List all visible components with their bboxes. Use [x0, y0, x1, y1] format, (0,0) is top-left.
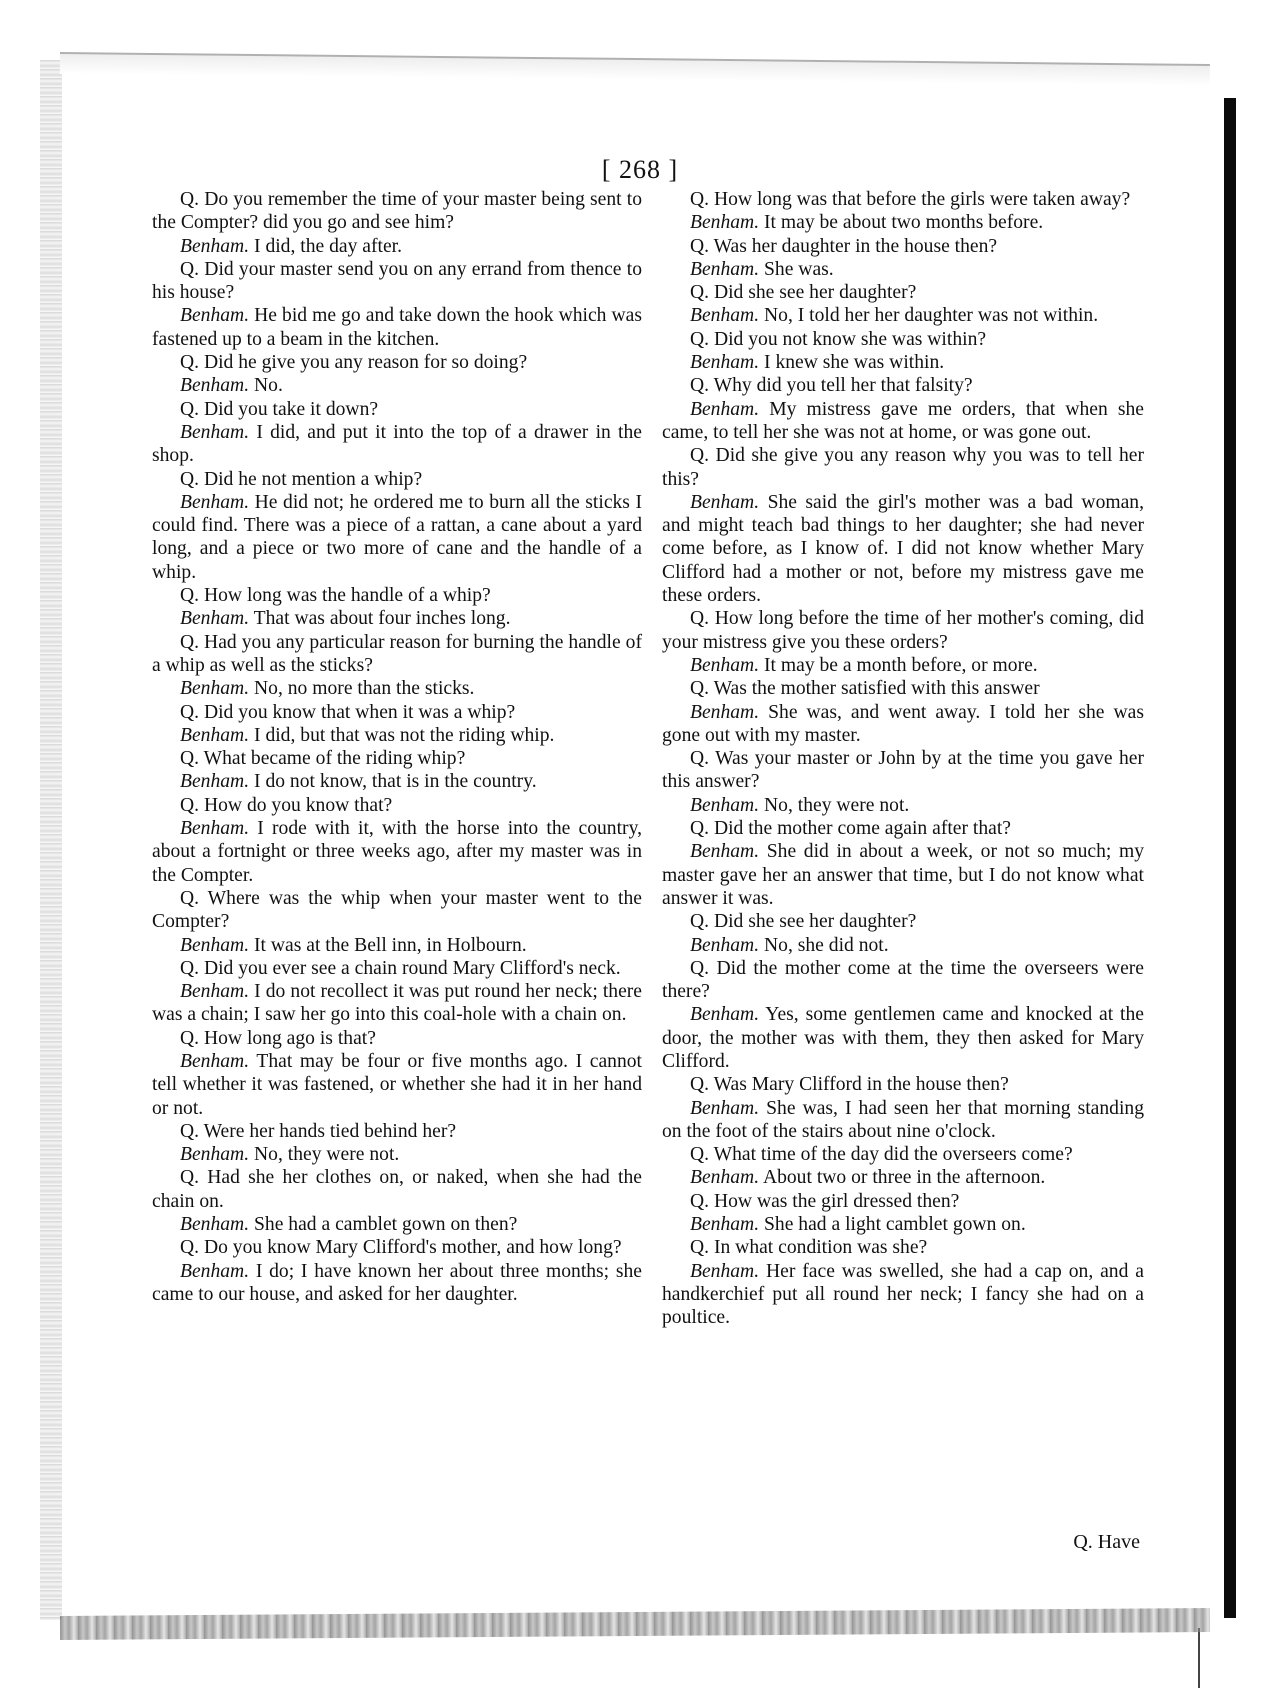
speaker-name: Benham.	[690, 1097, 760, 1119]
paragraph-text: I knew she was within.	[764, 352, 945, 374]
paragraph-text: I rode with it, with the horse into the country, about a fortnight or three weeks ago, after my master was in the Compter.	[152, 818, 642, 886]
speaker-name: Benham.	[690, 1214, 760, 1236]
scan-edge-tick	[1198, 1628, 1200, 1688]
paragraph-text: He bid me go and take down the hook which was fastened up to a beam in the kitchen.	[152, 305, 642, 350]
scan-edge-bottom	[60, 1608, 1210, 1640]
answer-paragraph	[152, 1213, 642, 1236]
question-paragraph	[662, 747, 1144, 794]
paragraph-text: No.	[254, 375, 283, 397]
paragraph-text: Q. Was the mother satisfied with this answer	[690, 678, 1040, 700]
question-paragraph	[152, 794, 642, 817]
question-paragraph	[662, 281, 1144, 304]
speaker-name: Benham.	[690, 258, 760, 280]
question-paragraph	[152, 631, 642, 678]
paragraph-text: No, they were not.	[254, 1144, 400, 1166]
paragraph-text: Q. Did he give you any reason for so doing?	[180, 352, 528, 374]
question-paragraph	[662, 328, 1144, 351]
answer-paragraph	[662, 351, 1144, 374]
question-paragraph	[662, 957, 1144, 1004]
paragraph-text: Q. Did you know that when it was a whip?	[180, 701, 516, 723]
question-paragraph	[662, 817, 1144, 840]
answer-paragraph	[152, 421, 642, 468]
answer-paragraph	[152, 724, 642, 747]
speaker-name: Benham.	[180, 608, 250, 630]
answer-paragraph	[662, 211, 1144, 234]
answer-paragraph	[152, 1260, 642, 1307]
paragraph-text: It was at the Bell inn, in Holbourn.	[254, 934, 527, 956]
answer-paragraph	[662, 1260, 1144, 1330]
speaker-name: Benham.	[690, 654, 760, 676]
paragraph-text: Q. Was your master or John by at the time you gave her this answer?	[662, 748, 1144, 793]
left-column	[152, 188, 642, 1306]
question-paragraph	[662, 1073, 1144, 1096]
paragraph-text: Q. Was Mary Clifford in the house then?	[690, 1074, 1009, 1096]
answer-paragraph	[662, 1097, 1144, 1144]
paragraph-text: Q. Had you any particular reason for burning the handle of a whip as well as the sticks?	[152, 631, 642, 676]
paragraph-text: That was about four inches long.	[253, 608, 511, 630]
question-paragraph	[152, 258, 642, 305]
answer-paragraph	[662, 794, 1144, 817]
question-paragraph	[662, 910, 1144, 933]
scan-edge-left	[40, 60, 62, 1620]
paragraph-text: She was, I had seen her that morning standing on the foot of the stairs about nine o'clock.	[662, 1097, 1144, 1142]
paragraph-text: Q. Did you ever see a chain round Mary Clifford's neck.	[180, 957, 621, 979]
paragraph-text: Yes, some gentlemen came and knocked at the door, the mother was with them, they then asked for Mary Clifford.	[662, 1004, 1144, 1072]
paragraph-text: That may be four or five months ago. I cannot tell whether it was fastened, or whether she had it in her hand or not.	[152, 1050, 642, 1119]
question-paragraph	[662, 188, 1144, 211]
question-paragraph	[152, 887, 642, 934]
question-paragraph	[662, 1143, 1144, 1166]
paragraph-text: She said the girl's mother was a bad woman, and might teach bad things to her daughter; she had never come before, as I know of. I did not know whether Mary Clifford had a mother or not, before my mistress gave me these orders.	[662, 491, 1145, 607]
answer-paragraph	[152, 1050, 642, 1120]
paragraph-text: Q. Did you not know she was within?	[690, 328, 987, 350]
answer-paragraph	[662, 1003, 1144, 1073]
speaker-name: Benham.	[180, 235, 250, 257]
speaker-name: Benham.	[690, 841, 760, 863]
catchword: Q. Have	[1073, 1531, 1140, 1553]
question-paragraph	[152, 188, 642, 235]
paragraph-text: Q. How long was that before the girls were taken away?	[690, 189, 1131, 210]
paragraph-text: She was.	[764, 258, 834, 280]
paragraph-text: Q. Did your master send you on any errand from thence to his house?	[152, 258, 642, 304]
paragraph-text: She did in about a week, or not so much; my master gave her an answer that time, but I do not know what answer it was.	[662, 841, 1144, 909]
speaker-name: Benham.	[180, 1144, 250, 1166]
scan-edge-top	[60, 52, 1210, 86]
paragraph-text: Q. How long ago is that?	[180, 1027, 376, 1049]
speaker-name: Benham.	[690, 491, 760, 513]
speaker-name: Benham.	[180, 818, 250, 840]
question-paragraph	[152, 584, 642, 607]
paragraph-text: Q. Were her hands tied behind her?	[180, 1120, 457, 1142]
paragraph-text: She was, and went away. I told her she was gone out with my master.	[662, 701, 1144, 746]
answer-paragraph	[152, 235, 642, 258]
answer-paragraph	[152, 934, 642, 957]
speaker-name: Benham.	[180, 934, 250, 956]
answer-paragraph	[152, 1143, 642, 1166]
answer-paragraph	[662, 701, 1144, 748]
paragraph-text: Her face was swelled, she had a cap on, and a handkerchief put all round her neck; I fancy she had on a poultice.	[662, 1260, 1144, 1329]
paragraph-text: Q. Did the mother come at the time the overseers were there?	[662, 957, 1144, 1003]
page-number: [ 268 ]	[601, 155, 679, 184]
speaker-name: Benham.	[690, 398, 760, 420]
answer-paragraph	[152, 304, 642, 351]
answer-paragraph	[152, 607, 642, 630]
answer-paragraph	[152, 677, 642, 700]
paragraph-text: Q. Was her daughter in the house then?	[690, 235, 998, 257]
question-paragraph	[152, 351, 642, 374]
answer-paragraph	[662, 491, 1144, 607]
answer-paragraph	[662, 304, 1144, 327]
paragraph-text: Q. Did she see her daughter?	[690, 911, 917, 933]
speaker-name: Benham.	[690, 1260, 760, 1282]
answer-paragraph	[662, 934, 1144, 957]
paragraph-text: Q. Where was the whip when your master went to the Compter?	[152, 887, 642, 933]
answer-paragraph	[662, 840, 1144, 910]
question-paragraph	[662, 607, 1144, 654]
paragraph-text: Q. Had she her clothes on, or naked, when she had the chain on.	[152, 1167, 642, 1212]
speaker-name: Benham.	[180, 678, 250, 700]
speaker-name: Benham.	[690, 1004, 760, 1026]
speaker-name: Benham.	[690, 701, 760, 723]
paragraph-text: I did, but that was not the riding whip.	[254, 724, 555, 746]
speaker-name: Benham.	[690, 212, 760, 234]
question-paragraph	[152, 1236, 642, 1259]
question-paragraph	[662, 1190, 1144, 1213]
answer-paragraph	[152, 374, 642, 397]
answer-paragraph	[662, 258, 1144, 281]
speaker-name: Benham.	[180, 491, 250, 513]
answer-paragraph	[152, 817, 642, 887]
speaker-name: Benham.	[180, 981, 250, 1003]
paragraph-text: Q. Did you take it down?	[180, 398, 379, 420]
question-paragraph	[152, 468, 642, 491]
paragraph-text: Q. What became of the riding whip?	[180, 748, 466, 770]
paragraph-text: No, I told her her daughter was not within.	[764, 305, 1099, 327]
paragraph-text: About two or three in the afternoon.	[762, 1167, 1046, 1189]
question-paragraph	[152, 398, 642, 421]
speaker-name: Benham.	[690, 794, 760, 816]
paragraph-text: He did not; he ordered me to burn all the sticks I could find. There was a piece of a rattan, a cane about a yard long, and a piece or two more of cane and the handle of a whip.	[152, 491, 642, 583]
question-paragraph	[662, 677, 1144, 700]
paragraph-text: It may be about two months before.	[764, 212, 1044, 234]
question-paragraph	[662, 444, 1144, 491]
question-paragraph	[662, 1236, 1144, 1259]
speaker-name: Benham.	[180, 771, 250, 793]
scan-edge-right	[1224, 98, 1236, 1618]
paragraph-text: It may be a month before, or more.	[764, 654, 1038, 676]
speaker-name: Benham.	[180, 305, 250, 327]
paragraph-text: Q. How long before the time of her mother's coming, did your mistress give you these orders?	[662, 608, 1144, 653]
speaker-name: Benham.	[180, 421, 250, 443]
question-paragraph	[662, 235, 1144, 258]
question-paragraph	[152, 1027, 642, 1050]
paragraph-text: Q. What time of the day did the overseers come?	[690, 1144, 1073, 1166]
answer-paragraph	[662, 398, 1144, 445]
paragraph-text: Q. Do you remember the time of your master being sent to the Compter? did you go and see him?	[152, 189, 642, 234]
speaker-name: Benham.	[690, 305, 760, 327]
question-paragraph	[662, 374, 1144, 397]
paragraph-text: I do not know, that is in the country.	[254, 771, 537, 793]
speaker-name: Benham.	[690, 352, 760, 374]
paragraph-text: No, no more than the sticks.	[254, 678, 475, 700]
paragraph-text: I do; I have known her about three months; she came to our house, and asked for her daughter.	[152, 1260, 642, 1305]
speaker-name: Benham.	[180, 1050, 250, 1072]
speaker-name: Benham.	[180, 1214, 250, 1236]
answer-paragraph	[152, 770, 642, 793]
paragraph-text: Q. How was the girl dressed then?	[690, 1190, 960, 1212]
speaker-name: Benham.	[690, 1167, 760, 1189]
question-paragraph	[152, 957, 642, 980]
paragraph-text: Q. Why did you tell her that falsity?	[690, 375, 973, 397]
paragraph-text: She had a camblet gown on then?	[254, 1214, 518, 1236]
paragraph-text: Q. Do you know Mary Clifford's mother, and how long?	[180, 1237, 622, 1259]
speaker-name: Benham.	[180, 375, 250, 397]
answer-paragraph	[152, 491, 642, 584]
paragraph-text: Q. In what condition was she?	[690, 1237, 928, 1259]
paragraph-text: No, she did not.	[764, 934, 889, 956]
paragraph-text: Q. Did the mother come again after that?	[690, 818, 1011, 840]
paragraph-text: I do not recollect it was put round her neck; there was a chain; I saw her go into this coal-hole with a chain on.	[152, 981, 642, 1026]
right-column	[662, 188, 1144, 1330]
question-paragraph	[152, 1166, 642, 1213]
speaker-name: Benham.	[180, 724, 250, 746]
answer-paragraph	[152, 980, 642, 1027]
answer-paragraph	[662, 654, 1144, 677]
question-paragraph	[152, 747, 642, 770]
paragraph-text: My mistress gave me orders, that when she came, to tell her she was not at home, or was gone out.	[662, 398, 1144, 443]
paragraph-text: I did, the day after.	[254, 235, 403, 257]
paragraph-text: No, they were not.	[764, 794, 910, 816]
paragraph-text: Q. How do you know that?	[180, 794, 393, 816]
paragraph-text: Q. Did she give you any reason why you was to tell her this?	[662, 445, 1144, 490]
paragraph-text: Q. Did he not mention a whip?	[180, 468, 423, 490]
question-paragraph	[152, 1120, 642, 1143]
speaker-name: Benham.	[180, 1260, 250, 1282]
paragraph-text: Q. Did she see her daughter?	[690, 282, 917, 304]
answer-paragraph	[662, 1213, 1144, 1236]
paragraph-text: I did, and put it into the top of a drawer in the shop.	[152, 421, 642, 467]
answer-paragraph	[662, 1166, 1144, 1189]
speaker-name: Benham.	[690, 934, 760, 956]
paragraph-text: She had a light camblet gown on.	[764, 1214, 1026, 1236]
question-paragraph	[152, 701, 642, 724]
paragraph-text: Q. How long was the handle of a whip?	[180, 585, 491, 607]
